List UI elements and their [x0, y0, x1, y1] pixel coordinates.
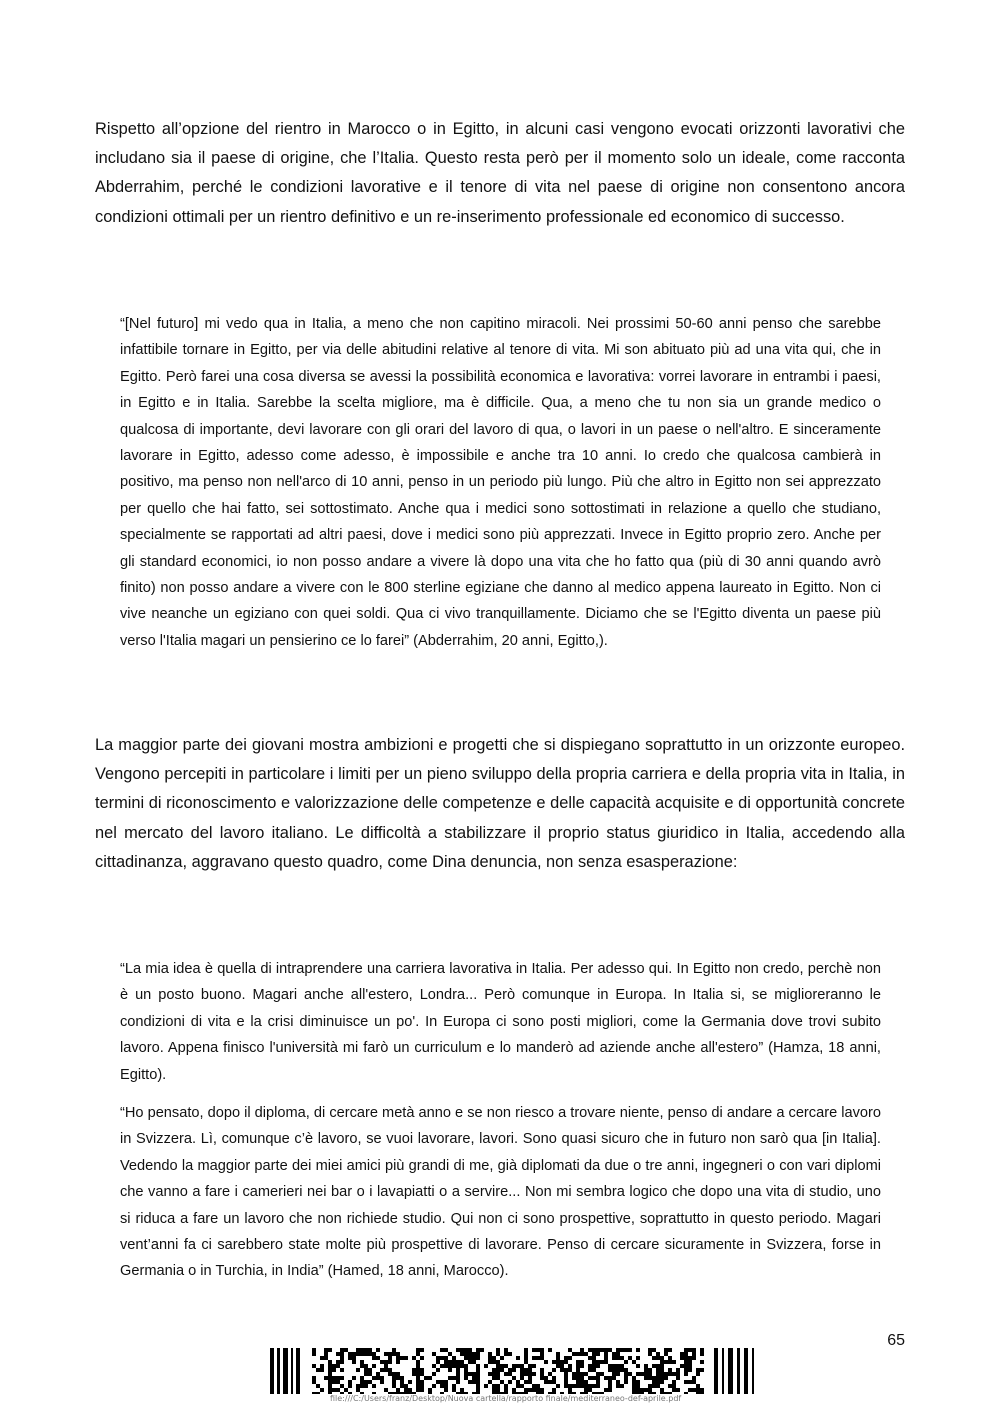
paragraph-intro: Rispetto all’opzione del rientro in Marocco o in Egitto, in alcuni casi vengono evocati orizzonti lavorativi che includano sia il paese di origine, che l’Italia. Questo resta però per il momento solo un ideale, come racconta Abderrahim, perché le condizioni lavorative e il tenore di vita nel paese di origine non consentono ancora condizioni ottimali per un rientro definitivo e un re-inserimento professionale ed economico di successo.	[95, 120, 905, 226]
barcode-icon	[262, 1348, 768, 1394]
barcode-caption: file:///C:/Users/franz/Desktop/Nuova cartella/rapporto finale/mediterraneo-def-aprile.pdf	[330, 1394, 682, 1403]
paragraph-european-horizon: La maggior parte dei giovani mostra ambizioni e progetti che si dispiegano soprattutto in un orizzonte europeo. Vengono percepiti in particolare i limiti per un pieno sviluppo della propria carriera e della propria vita in Italia, in termini di riconoscimento e valorizzazione delle competenze e delle capacità acquisite e di opportunità concrete nel mercato del lavoro italiano. Le difficoltà a stabilizzare il proprio status giuridico in Italia, accedendo alla cittadinanza, aggravano questo quadro, come Dina denuncia, non senza esasperazione:	[95, 736, 905, 871]
quote-abderrahim: “[Nel futuro] mi vedo qua in Italia, a meno che non capitino miracoli. Nei prossimi 50-60 anni penso che sarebbe infattibile tornare in Egitto, per via delle abitudini relative al tenore di vita. Mi son abituato più ad una vita qui, che in Egitto. Però farei una cosa diversa se avessi la possibilità economica e lavorativa: vorrei lavorare in entrambi i paesi, in Egitto e in Italia. Sarebbe la scelta migliore, ma è difficile. Qua, a meno che tu non sia un grande medico o qualcosa di importante, devi lavorare con gli orari del lavoro di qua, o lavori in un paese o nell'altro. E sinceramente lavorare in Egitto, adesso come adesso, è impossibile e anche tra 10 anni. Io credo che qualcosa cambierà in positivo, ma penso non nell'arco di 10 anni, penso in un periodo più lungo. Più che altro in Egitto non sei apprezzato per quello che hai fatto, sei sottostimato. Anche qua i medici sono sottostimati in relazione a quello che studiano, specialmente se rapportati ad altri paesi, dove i medici sono più apprezzati. Invece in Egitto proprio zero. Anche per gli standard economici, io non posso andare a vivere là dopo una vita che ho fatto qua (più di 30 anni quando avrò finito) non posso andare a vivere con le 800 sterline egiziane che danno al medico appena laureato in Egitto. Non ci vive neanche un egiziano con quei soldi. Qua ci vivo tranquillamente. Diciamo che se l'Egitto diventa un paese più verso l'Italia magari un pensierino ce lo farei” (Abderrahim, 20 anni, Egitto,).	[120, 316, 881, 649]
quote-hamed: “Ho pensato, dopo il diploma, di cercare metà anno e se non riesco a trovare niente, penso di andare a cercare lavoro in Svizzera. Lì, comunque c’è lavoro, se vuoi lavorare, lavori. Sono quasi sicuro che in futuro non sarò qua [in Italia]. Vedendo la maggior parte dei miei amici più grandi di me, già diplomati da due o tre anni, ingegneri o con vari diplomi che vanno a fare i camerieri nei bar o i lavapiatti o a servire... Non mi sembra logico che dopo una vita di studio, uno si riduca a fare un lavoro che non richiede studio. Qui non ci sono prospettive, soprattutto in questo periodo. Magari vent’anni fa ci sarebbero state molte più prospettive di lavorare. Penso di cercare sicuramente in Svizzera, forse in Germania o in Turchia, in India” (Hamed, 18 anni, Marocco).	[120, 1105, 881, 1280]
quote-hamza: “La mia idea è quella di intraprendere una carriera lavorativa in Italia. Per adesso qui. In Egitto non credo, perchè non è un posto buono. Magari anche all'estero, Londra... Però comunque in Europa. In Italia si, se miglioreranno le condizioni di vita e la crisi diminuisce un po'. In Europa ci sono posti migliori, come la Germania dove trovi subito lavoro. Appena finisco l'università mi farò un curriculum e lo manderò ad aziende anche all'estero” (Hamza, 18 anni, Egitto).	[120, 961, 881, 1083]
page-number: 65	[887, 1332, 905, 1349]
